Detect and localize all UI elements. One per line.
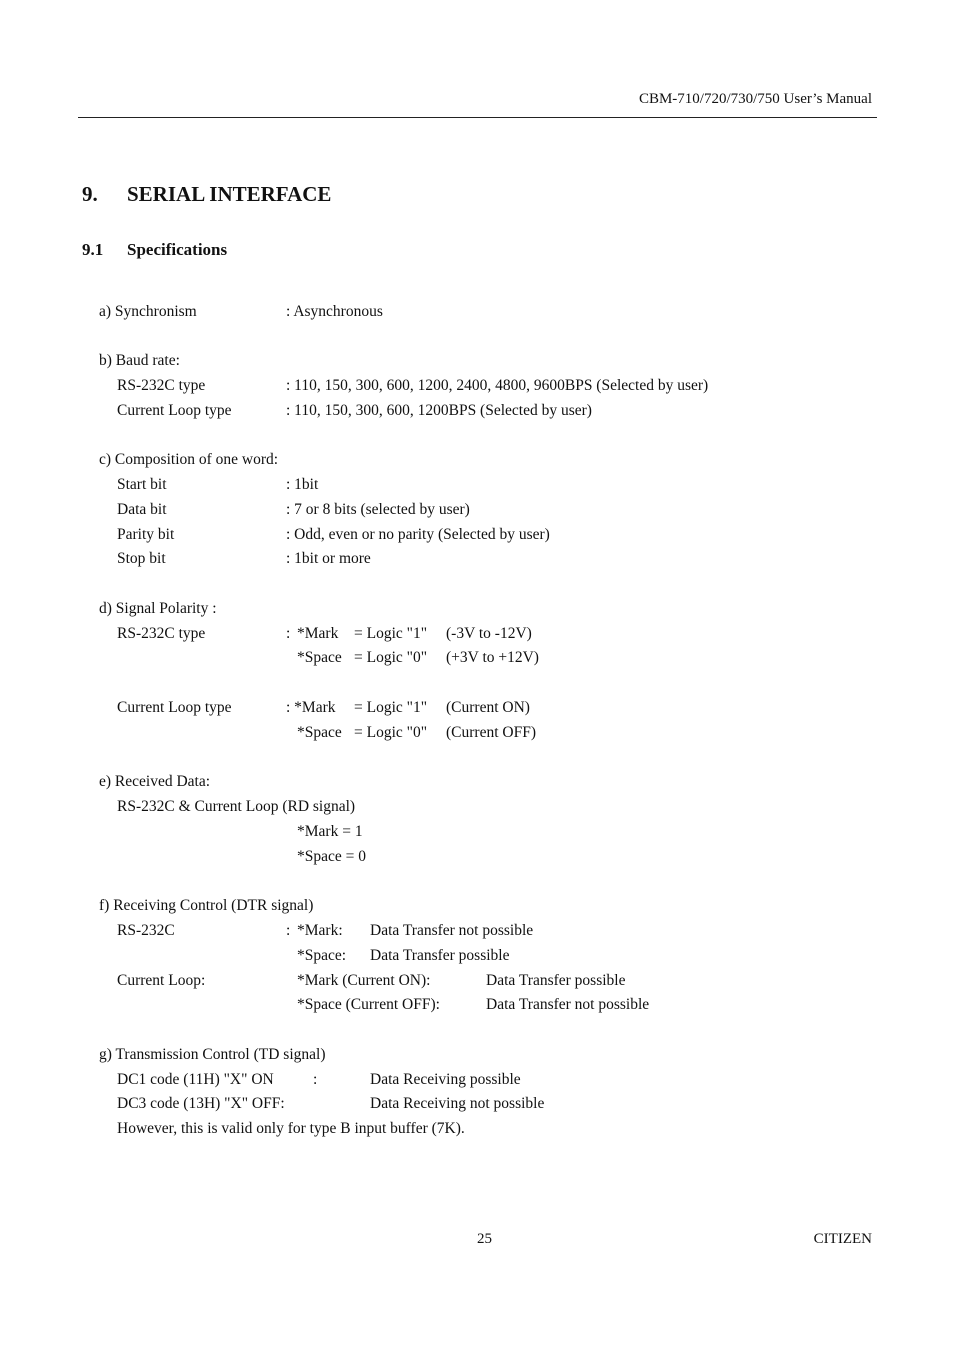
spec-d-rs232-space-logic: = Logic "0" <box>354 649 428 666</box>
spec-g-dc3-label: DC3 code (13H) "X" OFF: <box>117 1095 285 1112</box>
spec-d-loop-space-state: (Current OFF) <box>446 724 536 741</box>
spec-f-rs232-mark-text: Data Transfer not possible <box>370 922 534 939</box>
spec-g-dc1-colon: : <box>313 1071 318 1088</box>
spec-f-rs232-space: *Space: <box>297 947 347 964</box>
spec-c-data-value: : 7 or 8 bits (selected by user) <box>286 501 470 518</box>
spec-d-loop-mark-state: (Current ON) <box>446 699 530 716</box>
spec-c-data-label: Data bit <box>117 501 167 518</box>
spec-c-start-value: : 1bit <box>286 476 319 493</box>
spec-g-note: However, this is valid only for type B input buffer (7K). <box>117 1120 465 1137</box>
spec-f-loop-space: *Space (Current OFF): <box>297 996 440 1013</box>
spec-b-label: b) Baud rate: <box>99 352 180 369</box>
spec-b-rs232-value: : 110, 150, 300, 600, 1200, 2400, 4800, 9600BPS (Selected by user) <box>286 377 709 394</box>
spec-c-stop-value: : 1bit or more <box>286 550 371 567</box>
page-number: 25 <box>477 1231 492 1247</box>
spec-d-rs232-mark: *Mark <box>297 625 339 642</box>
spec-e-label: e) Received Data: <box>99 773 211 790</box>
spec-c-label: c) Composition of one word: <box>99 451 279 468</box>
spec-c-start-label: Start bit <box>117 476 167 493</box>
spec-g-dc1-text: Data Receiving possible <box>370 1071 521 1088</box>
spec-d-rs232-space: *Space <box>297 649 342 666</box>
footer-brand: CITIZEN <box>813 1231 872 1247</box>
section-title: SERIAL INTERFACE <box>127 182 332 206</box>
spec-d-rs232-label: RS-232C type <box>117 625 206 642</box>
spec-c-parity-value: : Odd, even or no parity (Selected by user) <box>286 526 550 543</box>
spec-d-rs232-mark-volt: (-3V to -12V) <box>446 625 532 642</box>
spec-f-rs232-mark: *Mark: <box>297 922 343 939</box>
spec-f-rs232-colon: : <box>286 922 291 939</box>
spec-e-sub: RS-232C & Current Loop (RD signal) <box>117 798 356 815</box>
spec-d-rs232-mark-logic: = Logic "1" <box>354 625 428 642</box>
spec-b-loop-value: : 110, 150, 300, 600, 1200BPS (Selected by user) <box>286 402 592 419</box>
section-number: 9. <box>82 182 98 206</box>
spec-f-loop-label: Current Loop: <box>117 972 206 989</box>
spec-g-label: g) Transmission Control (TD signal) <box>99 1046 326 1063</box>
spec-d-label: d) Signal Polarity : <box>99 600 217 617</box>
spec-d-loop-label: Current Loop type <box>117 699 232 716</box>
header-rule <box>78 117 877 118</box>
spec-g-dc3-text: Data Receiving not possible <box>370 1095 545 1112</box>
spec-f-loop-mark-text: Data Transfer possible <box>486 972 626 989</box>
spec-f-rs232-space-text: Data Transfer possible <box>370 947 510 964</box>
spec-d-loop-space: *Space <box>297 724 342 741</box>
spec-d-loop-space-logic: = Logic "0" <box>354 724 428 741</box>
spec-e-mark: *Mark = 1 <box>297 823 363 840</box>
spec-d-loop-mark: : *Mark <box>286 699 336 716</box>
spec-g-dc1-label: DC1 code (11H) "X" ON <box>117 1071 274 1088</box>
spec-a-value: : Asynchronous <box>286 303 383 320</box>
spec-b-loop-label: Current Loop type <box>117 402 232 419</box>
spec-d-loop-mark-logic: = Logic "1" <box>354 699 428 716</box>
subsection-number: 9.1 <box>82 240 104 259</box>
spec-f-rs232-label: RS-232C <box>117 922 175 939</box>
spec-f-label: f) Receiving Control (DTR signal) <box>99 897 314 914</box>
subsection-title: Specifications <box>127 240 228 259</box>
spec-c-parity-label: Parity bit <box>117 526 175 543</box>
spec-b-rs232-label: RS-232C type <box>117 377 206 394</box>
spec-d-rs232-space-volt: (+3V to +12V) <box>446 649 539 666</box>
running-header: CBM-710/720/730/750 User’s Manual <box>638 91 872 107</box>
spec-e-space: *Space = 0 <box>297 848 367 865</box>
spec-d-rs232-colon: : <box>286 625 291 642</box>
spec-f-loop-mark: *Mark (Current ON): <box>297 972 431 989</box>
spec-a-label: a) Synchronism <box>99 303 197 320</box>
spec-f-loop-space-text: Data Transfer not possible <box>486 996 650 1013</box>
spec-c-stop-label: Stop bit <box>117 550 166 567</box>
